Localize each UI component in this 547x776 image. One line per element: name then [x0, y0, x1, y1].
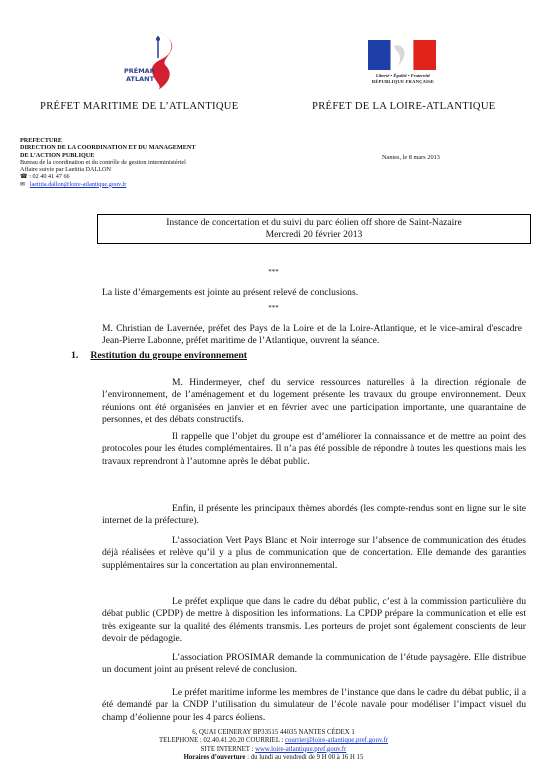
footer-phone: TELEPHONE : 02.40.41.20.20 COURRIEL : [158, 737, 286, 745]
separator-stars: *** [268, 304, 279, 312]
premar-logo [118, 30, 180, 92]
svg-text:PRÉMAR: PRÉMAR [124, 67, 155, 75]
sender-email-row [20, 181, 280, 188]
footer-site-link[interactable]: www.loire-atlantique.pref.gouv.fr [255, 745, 347, 753]
footer-site [0, 746, 547, 754]
sender-block [20, 137, 280, 188]
paragraph: Il rappelle que l’objet du groupe est d’améliorer la connaissance et de mettre au point des protocoles pour les études complémentaires. Il n’a pas été possible de répondre à toutes les questions mais les travaux reprendront à l’automne après le débat public. [102, 431, 526, 467]
sender-line-affaire: Affaire suivie par Laetitia DALLON [20, 166, 111, 174]
footer-email-link[interactable]: courrier@loire-atlantique.pref.gouv.fr [285, 737, 389, 745]
prefet-loire-atlantique-title: PRÉFET DE LA LOIRE-ATLANTIQUE [312, 101, 496, 112]
paragraph: Le préfet maritime informe les membres de l’instance que dans le cadre du débat public, il a été demandé par la CNDP l’utilisation du simulateur de l’école navale pour modéliser l’impact visuel du champ d’éolienne pour les 4 parcs éoliens. [102, 687, 526, 723]
footer-address: 6, QUAI CEINERAY BP33515 44035 NANTES CÉDEX 1 [192, 729, 355, 736]
place-date: Nantes, le 8 mars 2013 [382, 154, 440, 161]
meeting-title-box [97, 214, 531, 244]
rf-motto: Liberté • Égalité • Fraternité [375, 73, 431, 78]
paragraph: L’association PROSIMAR demande la communication de l’étude paysagère. Elle distribue un document joint au présent relevé de conclusion. [102, 652, 526, 676]
sender-line-direction: DIRECTION DE LA COORDINATION ET DU MANAGEMENT [20, 144, 196, 152]
section-number: 1. [71, 350, 79, 361]
sender-line-bureau: Bureau de la coordination et du contrôle de gestion interministériel [20, 158, 186, 166]
sender-line-action: DE L’ACTION PUBLIQUE [20, 151, 95, 159]
intro-paragraph-2: M. Christian de Lavernée, préfet des Pays de la Loire et de la Loire-Atlantique, et le vice-amiral d'escadre Jean-Pierre Labonne, préfet maritime de l’Atlantique, ouvrent la séance. [102, 323, 522, 347]
footer-site-label: SITE INTERNET : [200, 745, 256, 753]
footer-contact [0, 737, 547, 745]
rf-name: RÉPUBLIQUE FRANÇAISE [371, 79, 435, 84]
sender-phone: ☎ : 02 40 41 47 66 [20, 173, 70, 181]
sender-email-link[interactable]: laetitia.dallon@loire-atlantique.gouv.fr [29, 180, 127, 188]
meeting-date: Mercredi 20 février 2013 [265, 228, 363, 240]
paragraph: Enfin, il présente les principaux thèmes abordés (les compte-rendus sont en ligne sur le site internet de la préfecture). [102, 503, 526, 527]
paragraph: M. Hindermeyer, chef du service ressources naturelles à la direction régionale de l’environnement, de l’aménagement et du logement présente les travaux du groupe environnement. Deux réunions ont été organisées en janvier et en février avec une participation importante, une quarantaine de personnes, et des débats constructifs. [102, 377, 526, 426]
page-footer [0, 729, 547, 763]
intro-paragraph-1: La liste d’émargements est jointe au présent relevé de conclusions. [102, 287, 359, 298]
paragraph: Le préfet explique que dans le cadre du débat public, c’est à la commission particulière du débat public (CPDP) de mettre à disposition les informations. La CPDP prépare la communication et elle est très exigeante sur la qualité des éléments transmis. Les porteurs de projet sont également conscients de leur devoir de pédagogie. [102, 596, 526, 645]
svg-text:ATLANT: ATLANT [126, 75, 155, 83]
paragraph: L’association Vert Pays Blanc et Noir interroge sur l’absence de communication des études déjà réalisées et relève qu’il y a plus de communication que de concertation. Elle demande des garanties supplémentaires sur la concertation au plan environnemental. [102, 535, 526, 571]
mail-icon: ✉ [20, 180, 26, 188]
footer-hours-text: : du lundi au vendredi de 9 H 00 à 16 H 15 [245, 754, 364, 762]
sender-line-prefecture: PREFECTURE [20, 137, 62, 144]
footer-hours [0, 754, 547, 762]
meeting-title: Instance de concertation et du suivi du parc éolien off shore de Saint-Nazaire [166, 217, 462, 228]
prefet-maritime-title: PRÉFET MARITIME DE L’ATLANTIQUE [40, 101, 239, 112]
footer-hours-label: Horaires d’ouverture [183, 754, 246, 762]
separator-stars: *** [268, 268, 279, 276]
section-title: Restitution du groupe environnement [90, 350, 248, 361]
section-heading [71, 350, 247, 361]
